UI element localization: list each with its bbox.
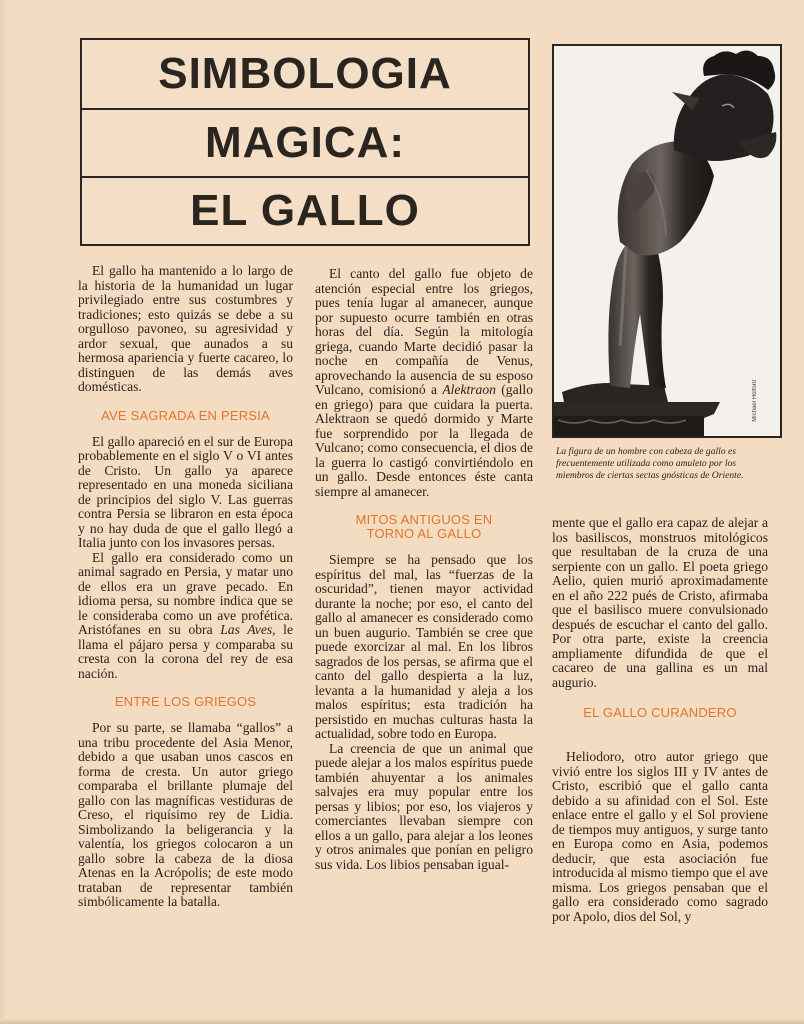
paragraph: mente que el gallo era capaz de alejar a los basiliscos, monstruos mitológicos que resultaban de la cruza de una serpiente con un gallo. El poeta griego Aelio, quien murió aproximadamente en el año 222 pués de Cristo, afirmaba que el basilisco muere convulsionado después de escuchar el canto del gallo. Por otra parte, existe la creencia ampliamente difundida de que el cacareo de una gallina es un mal augurio. (552, 515, 768, 690)
text-run: , le llama el pájaro persa y comparaba su cresta con la corona del rey de esa nación. (78, 622, 293, 681)
photo-credit: Michael Holford (752, 380, 758, 422)
page-edge (0, 0, 8, 1024)
page-edge (0, 1018, 804, 1024)
paragraph (315, 267, 533, 499)
article-column-2 (315, 267, 533, 872)
statue-photo (552, 44, 782, 438)
title-line-1: SIMBOLOGIA (158, 48, 452, 98)
paragraph: Por su parte, se llamaba “gallos” a una tribu procedente del Asia Menor, debido a que usaban unos cascos en forma de cresta. Un autor griego comparaba el brillante plumaje del gallo con las magníficas vestiduras de Creso, el riquísimo rey de Lidia. Simbolizando la beligerancia y la valentía, los griegos colocaron a un gallo sobre la cabeza de la diosa Atenas en la Acrópolis; de este modo trataban de representar también simbólicamente la batalla. (78, 720, 293, 909)
text-run: (gallo en griego) para que cuidara la puerta. Alektraon se quedó dormido y Marte fue sorprendido por la llegada de Vulcano; como consecuencia, el dios de la guerra lo castigó convirtiéndolo en un gallo. Desde entonces éste canta siempre al amanecer. (315, 382, 533, 499)
article-column-3 (552, 516, 768, 924)
name-emphasis: Alektraon (442, 382, 496, 397)
section-heading-gallo-curandero: EL GALLO CURANDERO (583, 705, 737, 720)
paragraph (78, 551, 293, 682)
book-title: Las Aves (220, 622, 273, 637)
title-line-3: EL GALLO (82, 176, 528, 244)
paragraph: La creencia de que un animal que puede alejar a los malos espíritus puede también ahuyentar a los animales salvajes era muy popular entre los persas y libios; por eso, los viajeros y comerciantes llevaban siempre con ellos a un gallo, para alejar a los leones y otros animales que ponían en peligro sus vida. Los libios pensaban igual- (315, 740, 533, 872)
article-column-1 (78, 264, 293, 910)
text-run: El gallo era considerado como un animal sagrado en Persia, y matar uno de ellos era un grave pecado. En idioma persa, su nombre indica que se le consideraba como un ave profética. Aristófanes en su obra (78, 549, 293, 637)
paragraph: Heliodoro, otro autor griego que vivió entre los siglos III y IV antes de Cristo, escribió que el gallo canta debido a su afinidad con el Sol. Este enlace entre el gallo y el Sol proviene de tiempos muy antiguos, y surge tanto en Europa como en Asia, podemos deducir, que esta asociación fue introducida al mismo tiempo que el ave misma. Los griegos pensaban que el gallo era considerado como sagrado por Apolo, dios del Sol, y (552, 749, 768, 924)
title-box (80, 38, 530, 246)
section-heading-ave-sagrada: AVE SAGRADA EN PERSIA (101, 407, 270, 423)
paragraph: El gallo apareció en el sur de Europa probablemente en el siglo V o VI antes de Cristo. Un gallo ya aparece representado en una moneda siciliana de principios del siglo V. Las guerras contra Persia se libraron en esta época y no hay duda de que el gallo llegó a Italia junto con los invasores persas. (78, 433, 293, 550)
section-heading-mitos-antiguos: MITOS ANTIGUOS EN TORNO AL GALLO (355, 512, 493, 541)
paragraph: El gallo ha mantenido a lo largo de la historia de la humanidad un lugar privilegiado entre sus costumbres y tradiciones; esto quizás se debe a su orgulloso pavoneo, su agresividad y ardor sexual, que aunados a su hermosa apariencia y fuerte cacareo, lo distinguen de las demás aves domésticas. (78, 263, 293, 394)
title-line-2: MAGICA: (82, 108, 528, 176)
rooster-headed-statue-image (554, 46, 780, 436)
text-run: El canto del gallo fue objeto de atención especial entre los griegos, pues tenía lugar al amanecer, aunque por supuesto ocurre también en otras horas del día. Según la mitología griega, cuando Marte decidió pasar la noche en compañía de Venus, aprovechando la ausencia de su esposo Vulcano, comisionó a (315, 266, 533, 397)
photo-caption: La figura de un hombre con cabeza de gallo es frecuentemente utilizada como amuleto por los miembros de ciertas sectas gnósticas de Oriente. (556, 446, 744, 481)
paragraph: Siempre se ha pensado que los espíritus del mal, las “fuerzas de la oscuridad”, tienen mayor actividad durante la noche; por eso, el canto del gallo al amanecer es considerado como un buen augurio. También se cree que puede exorcizar al mal. En los libros sagrados de los persas, se afirma que el canto del gallo despierta a la luz, levanta a la humanidad y aleja a los malos espíritus; esta tradición ha persistido en muchas culturas hasta la actualidad, sobre todo en Europa. (315, 552, 533, 741)
section-heading-entre-griegos: ENTRE LOS GRIEGOS (114, 694, 257, 709)
